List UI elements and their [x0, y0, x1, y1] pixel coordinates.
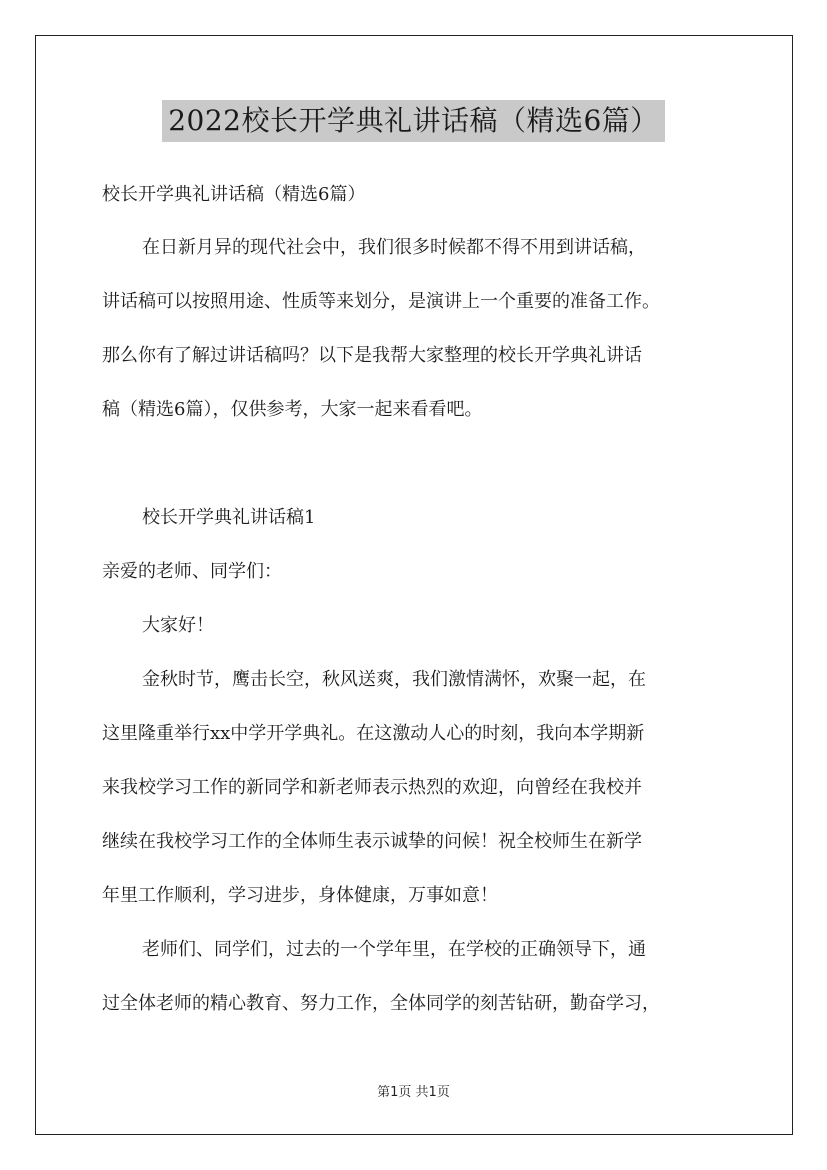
paragraph-line: 老师们、同学们，过去的一个学年里，在学校的正确领导下，通	[142, 939, 646, 960]
paragraph-line: 继续在我校学习工作的全体师生表示诚挚的问候！祝全校师生在新学	[102, 831, 642, 852]
document-title: 2022校长开学典礼讲话稿（精选6篇）	[162, 100, 665, 142]
greeting-line: 大家好！	[142, 615, 214, 636]
page-footer: 第1页 共1页	[377, 1085, 450, 1100]
paragraph-line: 在日新月异的现代社会中，我们很多时候都不得不用到讲话稿，	[142, 237, 646, 258]
section-heading: 校长开学典礼讲话稿1	[142, 507, 316, 528]
paragraph-line: 稿（精选6篇），仅供参考，大家一起来看看吧。	[102, 399, 483, 420]
paragraph-line: 那么你有了解过讲话稿吗？以下是我帮大家整理的校长开学典礼讲话	[102, 345, 642, 366]
subtitle-line: 校长开学典礼讲话稿（精选6篇）	[102, 184, 366, 205]
paragraph-line: 金秋时节，鹰击长空，秋风送爽，我们激情满怀，欢聚一起，在	[142, 669, 646, 690]
paragraph-line: 来我校学习工作的新同学和新老师表示热烈的欢迎，向曾经在我校并	[102, 777, 642, 798]
paragraph-line: 这里隆重举行xx中学开学典礼。在这激动人心的时刻，我向本学期新	[102, 723, 645, 744]
paragraph-line: 过全体老师的精心教育、努力工作，全体同学的刻苦钻研，勤奋学习，	[102, 993, 660, 1014]
title-container	[0, 100, 827, 142]
paragraph-line: 讲话稿可以按照用途、性质等来划分，是演讲上一个重要的准备工作。	[102, 291, 660, 312]
paragraph-line: 年里工作顺利，学习进步，身体健康，万事如意！	[102, 885, 498, 906]
salutation-line: 亲爱的老师、同学们：	[102, 561, 282, 582]
